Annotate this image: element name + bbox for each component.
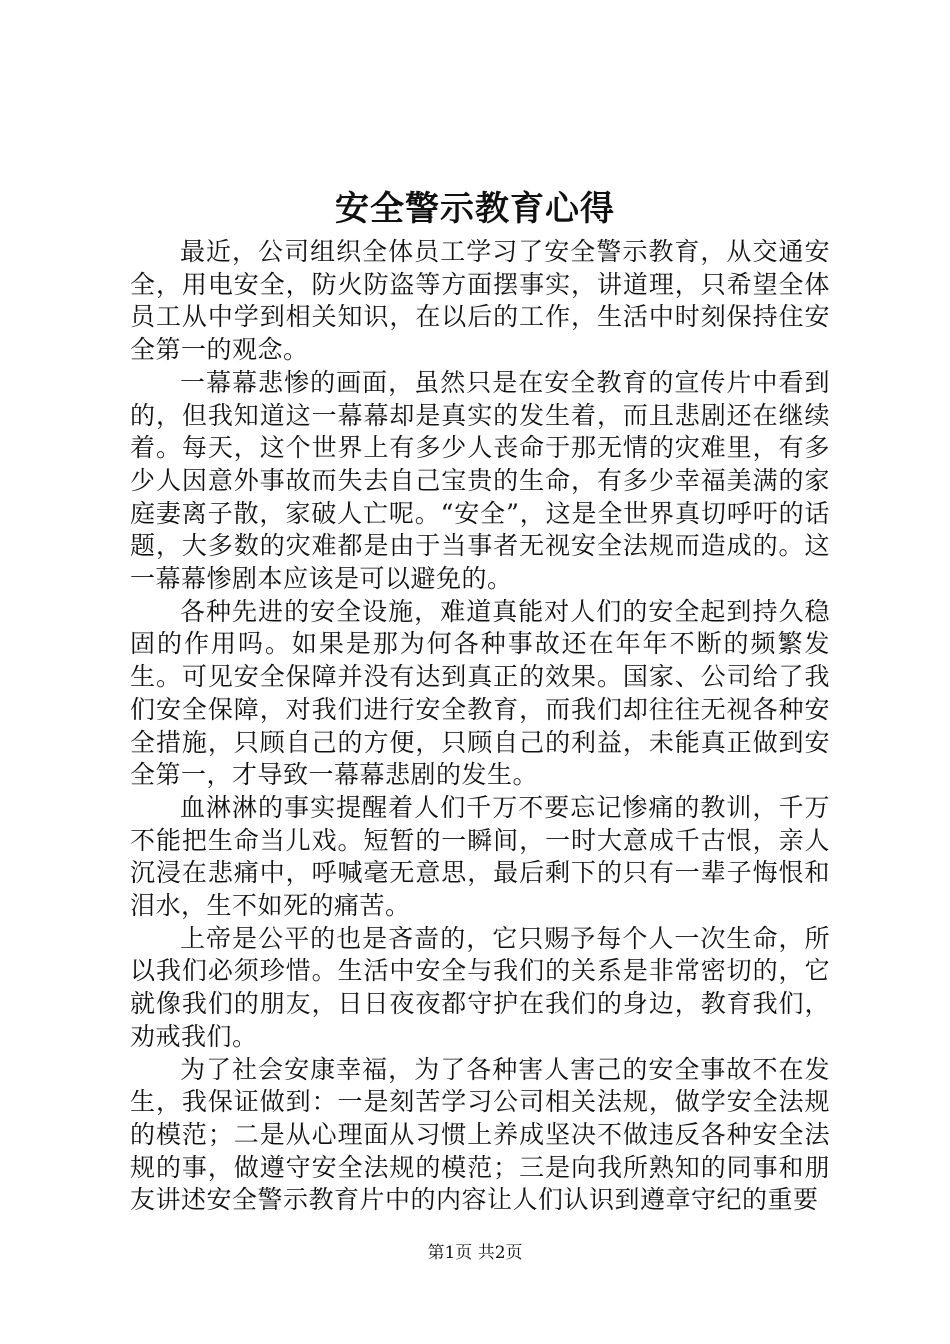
page-title: 安全警示教育心得: [335, 189, 615, 229]
paragraph-1: 最近，公司组织全体员工学习了安全警示教育，从交通安全，用电安全，防火防盗等方面摆事实，讲道理，只希望全体员工从中学到相关知识，在以后的工作，生活中时刻保持住安全第一的观念。: [130, 237, 830, 365]
paragraph-5: 上帝是公平的也是吝啬的，它只赐予每个人一次生命，所以我们必须珍惜。生活中安全与我们的关系是非常密切的，它就像我们的朋友，日日夜夜都守护在我们的身边，教育我们，劝戒我们。: [130, 923, 830, 1051]
paragraph-3: 各种先进的安全设施，难道真能对人们的安全起到持久稳固的作用吗。如果是那为何各种事故还在年年不断的频繁发生。可见安全保障并没有达到真正的效果。国家、公司给了我们安全保障，对我们进行安全教育，而我们却往往无视各种安全措施，只顾自己的方便，只顾自己的利益，未能真正做到安全第一，才导致一幕幕悲剧的发生。: [130, 596, 830, 790]
paragraph-2: 一幕幕悲惨的画面，虽然只是在安全教育的宣传片中看到的，但我知道这一幕幕却是真实的发生着，而且悲剧还在继续着。每天，这个世界上有多少人丧命于那无情的灾难里，有多少人因意外事故而失去自己宝贵的生命，有多少幸福美满的家庭妻离子散，家破人亡呢。“安全”，这是全世界真切呼吁的话题，大多数的灾难都是由于当事者无视安全法规而造成的。这一幕幕惨剧本应该是可以避免的。: [130, 367, 830, 594]
page-footer: 第1页 共2页: [427, 1243, 523, 1263]
paragraph-6: 为了社会安康幸福，为了各种害人害己的安全事故不在发生，我保证做到：一是刻苦学习公司相关法规，做学安全法规的模范；二是从心理面从习惯上养成坚决不做违反各种安全法规的事，做遵守安全法规的模范；三是向我所熟知的同事和朋友讲述安全警示教育片中的内容让人们认识到遵章守纪的重要: [130, 1054, 830, 1215]
paragraph-4: 血淋淋的事实提醒着人们千万不要忘记惨痛的教训，千万不能把生命当儿戏。短暂的一瞬间，一时大意成千古恨，亲人沉浸在悲痛中，呼喊毫无意思，最后剩下的只有一辈子悔恨和泪水，生不如死的痛苦。: [130, 792, 830, 921]
document-body: [130, 236, 830, 1217]
